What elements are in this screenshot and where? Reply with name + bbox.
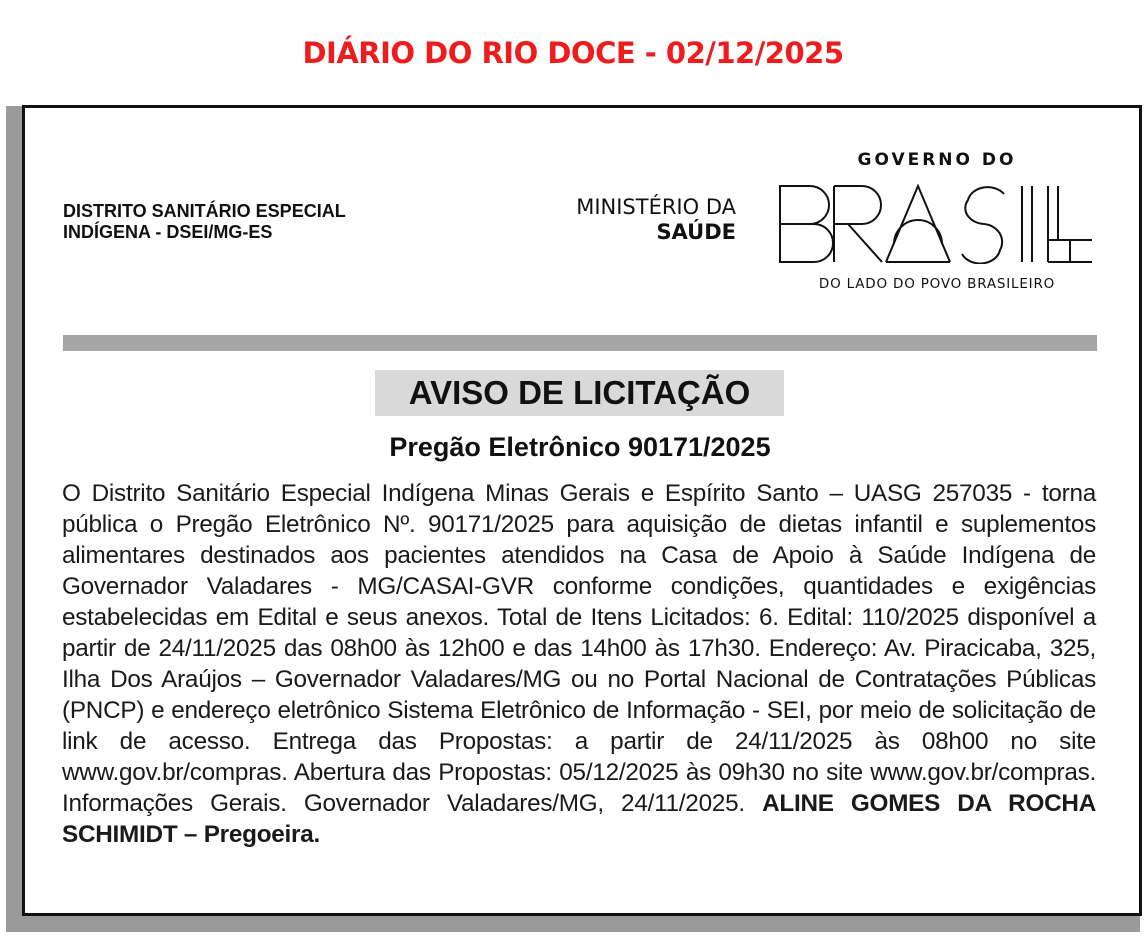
government-logo-top: GOVERNO DO bbox=[857, 150, 1017, 170]
notice-signature: ALINE GOMES DA ROCHA SCHIMIDT – Pregoeira. bbox=[62, 790, 1096, 848]
government-logo-tagline: DO LADO DO POVO BRASILEIRO bbox=[818, 276, 1056, 292]
ministry-name bbox=[520, 195, 736, 245]
ministry-line-1: MINISTÉRIO DA bbox=[576, 195, 736, 219]
notice-body bbox=[62, 478, 1096, 850]
notice-body-text: O Distrito Sanitário Especial Indígena Minas Gerais e Espírito Santo – UASG 257035 - torna pública o Pregão Eletrônico Nº. 90171/2025 para aquisição de dietas infantil e suplementos alimentares destinados aos pacientes atendidos na Casa de Apoio à Saúde Indígena de Governador Valadares - MG/CASAI-GVR conforme condições, quantidades e exigências estabelecidas em Edital e seus anexos. Total de Itens Licitados: 6. Edital: 110/2025 disponível a partir de 24/11/2025 das 08h00 às 12h00 e das 14h00 às 17h30. Endereço: Av. Piracicaba, 325, Ilha Dos Araújos – Governador Valadares/MG ou no Portal Nacional de Contratações Públicas (PNCP) e endereço eletrônico Sistema Eletrônico de Informação - SEI, por meio de solicitação de link de acesso. Entrega das Propostas: a partir de 24/11/2025 às 08h00 no site www.gov.br/compras. Abertura das Propostas: 05/12/2025 às 09h30 no site www.gov.br/compras. Informações Gerais. Governador Valadares/MG, 24/11/2025. bbox=[62, 480, 1096, 817]
agency-line-1: DISTRITO SANITÁRIO ESPECIAL bbox=[63, 201, 346, 221]
notice-subtitle: Pregão Eletrônico 90171/2025 bbox=[389, 432, 771, 462]
newspaper-header: DIÁRIO DO RIO DOCE - 02/12/2025 bbox=[302, 36, 844, 70]
notice-title: AVISO DE LICITAÇÃO bbox=[375, 370, 784, 416]
section-divider bbox=[63, 335, 1097, 351]
agency-line-2: INDÍGENA - DSEI/MG-ES bbox=[63, 222, 273, 242]
ministry-line-2: SAÚDE bbox=[656, 220, 736, 244]
agency-name bbox=[63, 201, 346, 243]
brasil-wordmark-logo bbox=[778, 184, 1094, 264]
